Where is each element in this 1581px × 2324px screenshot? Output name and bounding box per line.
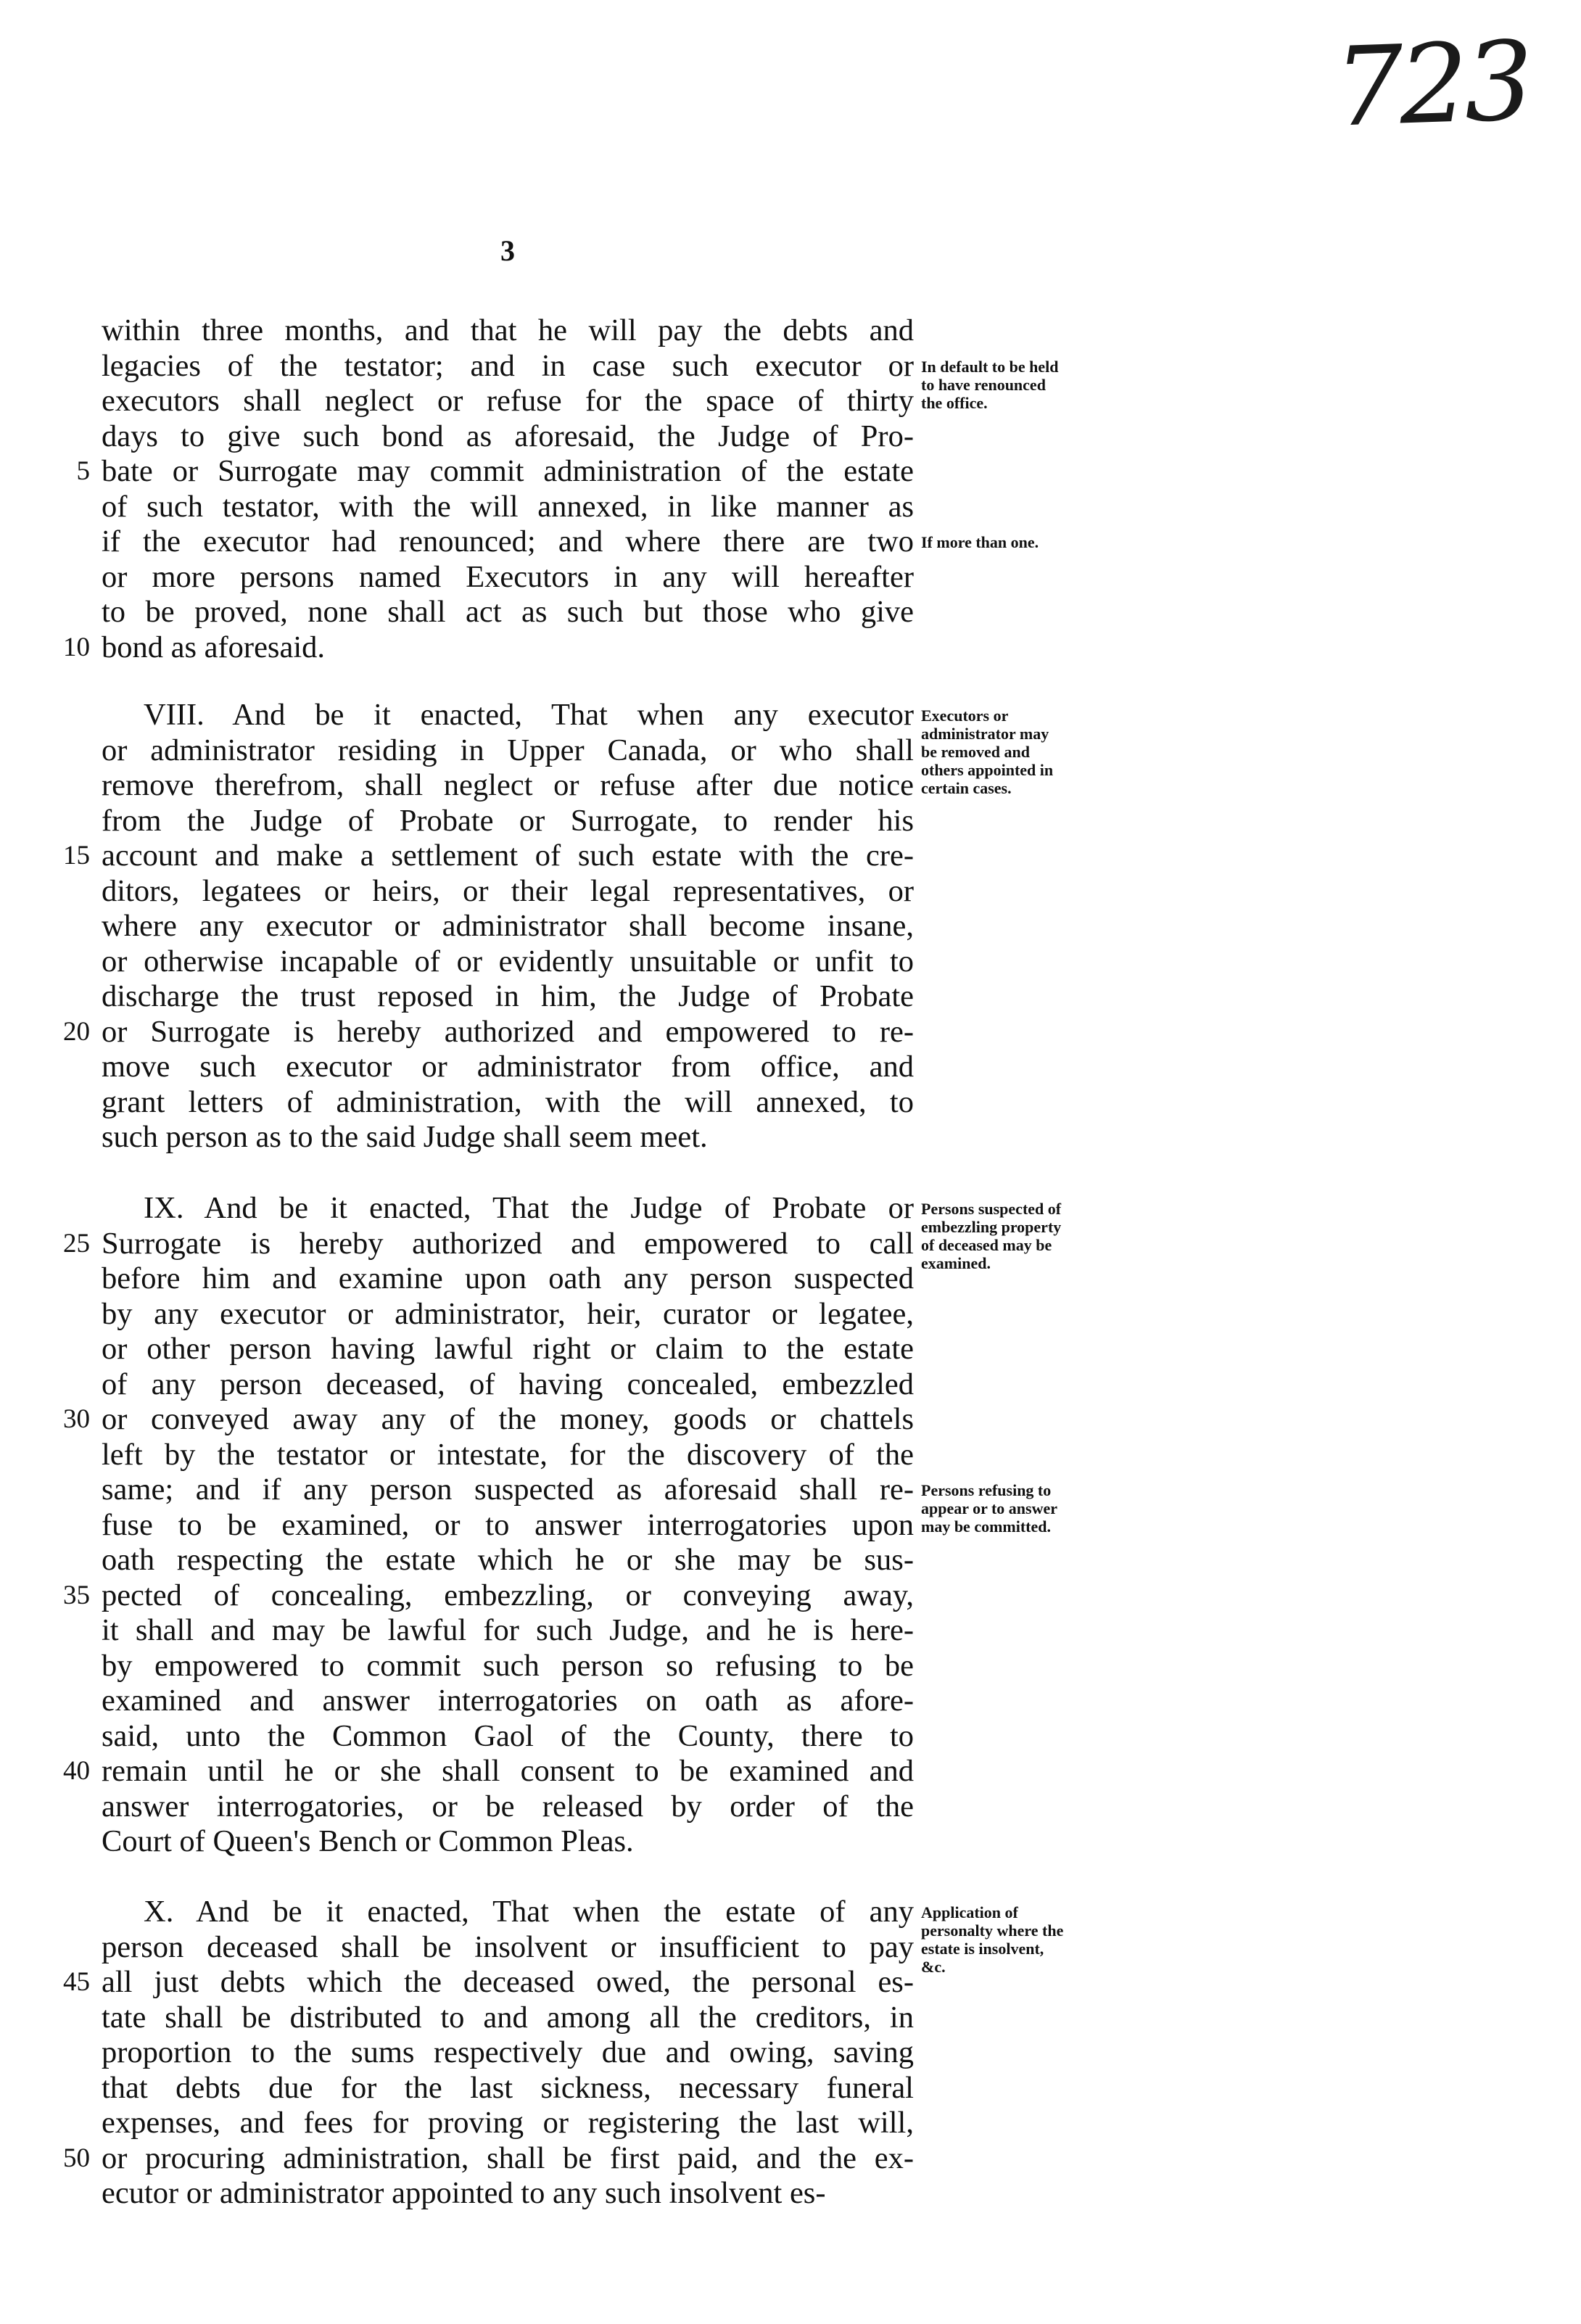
line-text: discharge the trust reposed in him, the Judge of Probate xyxy=(102,979,914,1013)
text-line xyxy=(0,488,1581,526)
text-line xyxy=(0,802,1581,840)
text-line xyxy=(0,2034,1581,2072)
line-text: said, unto the Common Gaol of the County, there to xyxy=(102,1718,914,1753)
line-number: 15 xyxy=(63,841,90,870)
text-line xyxy=(0,312,1581,350)
text-line xyxy=(0,696,1581,734)
text-line xyxy=(0,1401,1581,1438)
line-text: or administrator residing in Upper Canada, or who shall xyxy=(102,733,914,767)
text-line xyxy=(0,1507,1581,1544)
text-line xyxy=(0,1788,1581,1826)
line-text: before him and examine upon oath any person suspected xyxy=(102,1261,914,1295)
line-number: 30 xyxy=(63,1404,90,1434)
line-text: it shall and may be lawful for such Judge, and he is here- xyxy=(102,1613,914,1647)
line-text: by empowered to commit such person so refusing to be xyxy=(102,1648,914,1683)
text-line xyxy=(0,837,1581,875)
line-text: oath respecting the estate which he or she may be sus- xyxy=(102,1543,914,1577)
text-line xyxy=(0,2069,1581,2107)
text-line xyxy=(0,767,1581,804)
line-text: Court of Queen's Bench or Common Pleas. xyxy=(102,1824,634,1858)
text-line xyxy=(0,1330,1581,1368)
text-line xyxy=(0,1084,1581,1121)
line-text: examined and answer interrogatories on oath as afore- xyxy=(102,1684,914,1718)
text-line xyxy=(0,978,1581,1015)
line-text: to be proved, none shall act as such but those who give xyxy=(102,595,914,629)
line-text: executors shall neglect or refuse for the space of thirty xyxy=(102,384,914,418)
line-text: answer interrogatories, or be released by order of the xyxy=(102,1789,914,1824)
margin-note: In default to be held to have renounced the office. xyxy=(921,357,1059,412)
line-text: or procuring administration, shall be first paid, and the ex- xyxy=(102,2140,914,2175)
line-text: move such executor or administrator from office, and xyxy=(102,1050,914,1084)
text-line xyxy=(0,1541,1581,1579)
line-number: 35 xyxy=(63,1580,90,1610)
text-line xyxy=(0,2175,1581,2212)
text-line xyxy=(0,1260,1581,1298)
text-line xyxy=(0,1682,1581,1720)
text-line xyxy=(0,1577,1581,1615)
line-number: 50 xyxy=(63,2143,90,2173)
line-text: remain until he or she shall consent to be examined and xyxy=(102,1754,914,1788)
margin-note: Application of personalty where the estate is insolvent, &c. xyxy=(921,1903,1064,1976)
margin-note: Persons suspected of embezzling property of deceased may be examined. xyxy=(921,1200,1062,1272)
text-line xyxy=(0,593,1581,631)
line-text: legacies of the testator; and in case such executor or xyxy=(102,348,914,383)
line-text: all just debts which the deceased owed, the personal es- xyxy=(102,1965,914,1999)
line-text: account and make a settlement of such estate with the cre- xyxy=(102,838,914,873)
text-line xyxy=(0,382,1581,420)
line-text: that debts due for the last sickness, necessary funeral xyxy=(102,2070,914,2105)
line-text: by any executor or administrator, heir, curator or legatee, xyxy=(102,1296,914,1331)
line-text: Surrogate is hereby authorized and empowered to call xyxy=(102,1226,914,1261)
margin-note: Executors or administrator may be removed and others appointed in certain cases. xyxy=(921,706,1054,797)
line-text: grant letters of administration, with the will annexed, to xyxy=(102,1084,914,1119)
line-text: if the executor had renounced; and where there are two xyxy=(102,524,914,559)
line-text: or otherwise incapable of or evidently unsuitable or unfit to xyxy=(102,944,914,978)
text-line xyxy=(0,1471,1581,1509)
line-text: bate or Surrogate may commit administration of the estate xyxy=(102,454,914,488)
text-line xyxy=(0,873,1581,910)
text-line xyxy=(0,2104,1581,2142)
text-line xyxy=(0,1929,1581,1966)
line-text: same; and if any person suspected as aforesaid shall re- xyxy=(102,1472,914,1507)
text-line xyxy=(0,629,1581,667)
text-line xyxy=(0,1999,1581,2037)
line-text: pected of concealing, embezzling, or conveying away, xyxy=(102,1578,914,1612)
line-text: person deceased shall be insolvent or insufficient to pay xyxy=(102,1929,914,1964)
line-number: 45 xyxy=(63,1967,90,1997)
margin-note: If more than one. xyxy=(921,533,1039,551)
page-number: 3 xyxy=(500,234,515,267)
text-line xyxy=(0,1295,1581,1333)
folio-number: 723 xyxy=(1332,18,1532,152)
line-number: 5 xyxy=(76,456,90,486)
text-line xyxy=(0,1048,1581,1086)
text-line xyxy=(0,523,1581,561)
text-line xyxy=(0,943,1581,981)
line-number: 40 xyxy=(63,1756,90,1786)
text-line xyxy=(0,1964,1581,2001)
text-line xyxy=(0,418,1581,456)
text-line xyxy=(0,1366,1581,1404)
line-text: remove therefrom, shall neglect or refuse after due notice xyxy=(102,768,914,802)
text-line xyxy=(0,1013,1581,1051)
line-text: ecutor or administrator appointed to any such insolvent es- xyxy=(102,2176,826,2210)
line-text: left by the testator or intestate, for the discovery of the xyxy=(102,1437,914,1472)
text-line xyxy=(0,1893,1581,1931)
line-text: within three months, and that he will pay the debts and xyxy=(102,313,914,347)
margin-note: Persons refusing to appear or to answer may be committed. xyxy=(921,1481,1057,1536)
line-text: VIII. And be it enacted, That when any executor xyxy=(144,698,914,732)
line-text: bond as aforesaid. xyxy=(102,630,326,664)
text-line xyxy=(0,1752,1581,1790)
line-number: 20 xyxy=(63,1016,90,1047)
line-text: ditors, legatees or heirs, or their legal representatives, or xyxy=(102,873,914,908)
text-line xyxy=(0,559,1581,596)
line-text: or other person having lawful right or claim to the estate xyxy=(102,1332,914,1366)
text-line xyxy=(0,2140,1581,2177)
text-line xyxy=(0,1436,1581,1474)
text-line xyxy=(0,1647,1581,1685)
text-line xyxy=(0,347,1581,385)
line-number: 25 xyxy=(63,1228,90,1258)
text-line xyxy=(0,1823,1581,1861)
text-line xyxy=(0,1718,1581,1755)
line-text: or more persons named Executors in any will hereafter xyxy=(102,559,914,594)
text-line xyxy=(0,732,1581,770)
line-text: X. And be it enacted, That when the estate of any xyxy=(144,1895,914,1929)
text-line xyxy=(0,1225,1581,1263)
line-text: from the Judge of Probate or Surrogate, to render his xyxy=(102,803,914,838)
line-text: expenses, and fees for proving or registering the last will, xyxy=(102,2106,914,2140)
text-line xyxy=(0,907,1581,945)
line-text: where any executor or administrator shall become insane, xyxy=(102,909,914,943)
line-text: of such testator, with the will annexed, in like manner as xyxy=(102,489,914,524)
line-text: fuse to be examined, or to answer interrogatories upon xyxy=(102,1507,914,1542)
line-number: 10 xyxy=(63,632,90,662)
line-text: IX. And be it enacted, That the Judge of Probate or xyxy=(144,1191,914,1225)
line-text: of any person deceased, of having concealed, embezzled xyxy=(102,1367,914,1401)
text-line xyxy=(0,453,1581,490)
line-text: proportion to the sums respectively due and owing, saving xyxy=(102,2035,914,2069)
line-text: or conveyed away any of the money, goods or chattels xyxy=(102,1402,914,1436)
line-text: tate shall be distributed to and among all the creditors, in xyxy=(102,2000,914,2035)
text-line xyxy=(0,1612,1581,1649)
line-text: or Surrogate is hereby authorized and empowered to re- xyxy=(102,1014,914,1049)
text-line xyxy=(0,1118,1581,1156)
line-text: such person as to the said Judge shall seem meet. xyxy=(102,1120,708,1154)
line-text: days to give such bond as aforesaid, the Judge of Pro- xyxy=(102,419,914,453)
text-line xyxy=(0,1190,1581,1227)
